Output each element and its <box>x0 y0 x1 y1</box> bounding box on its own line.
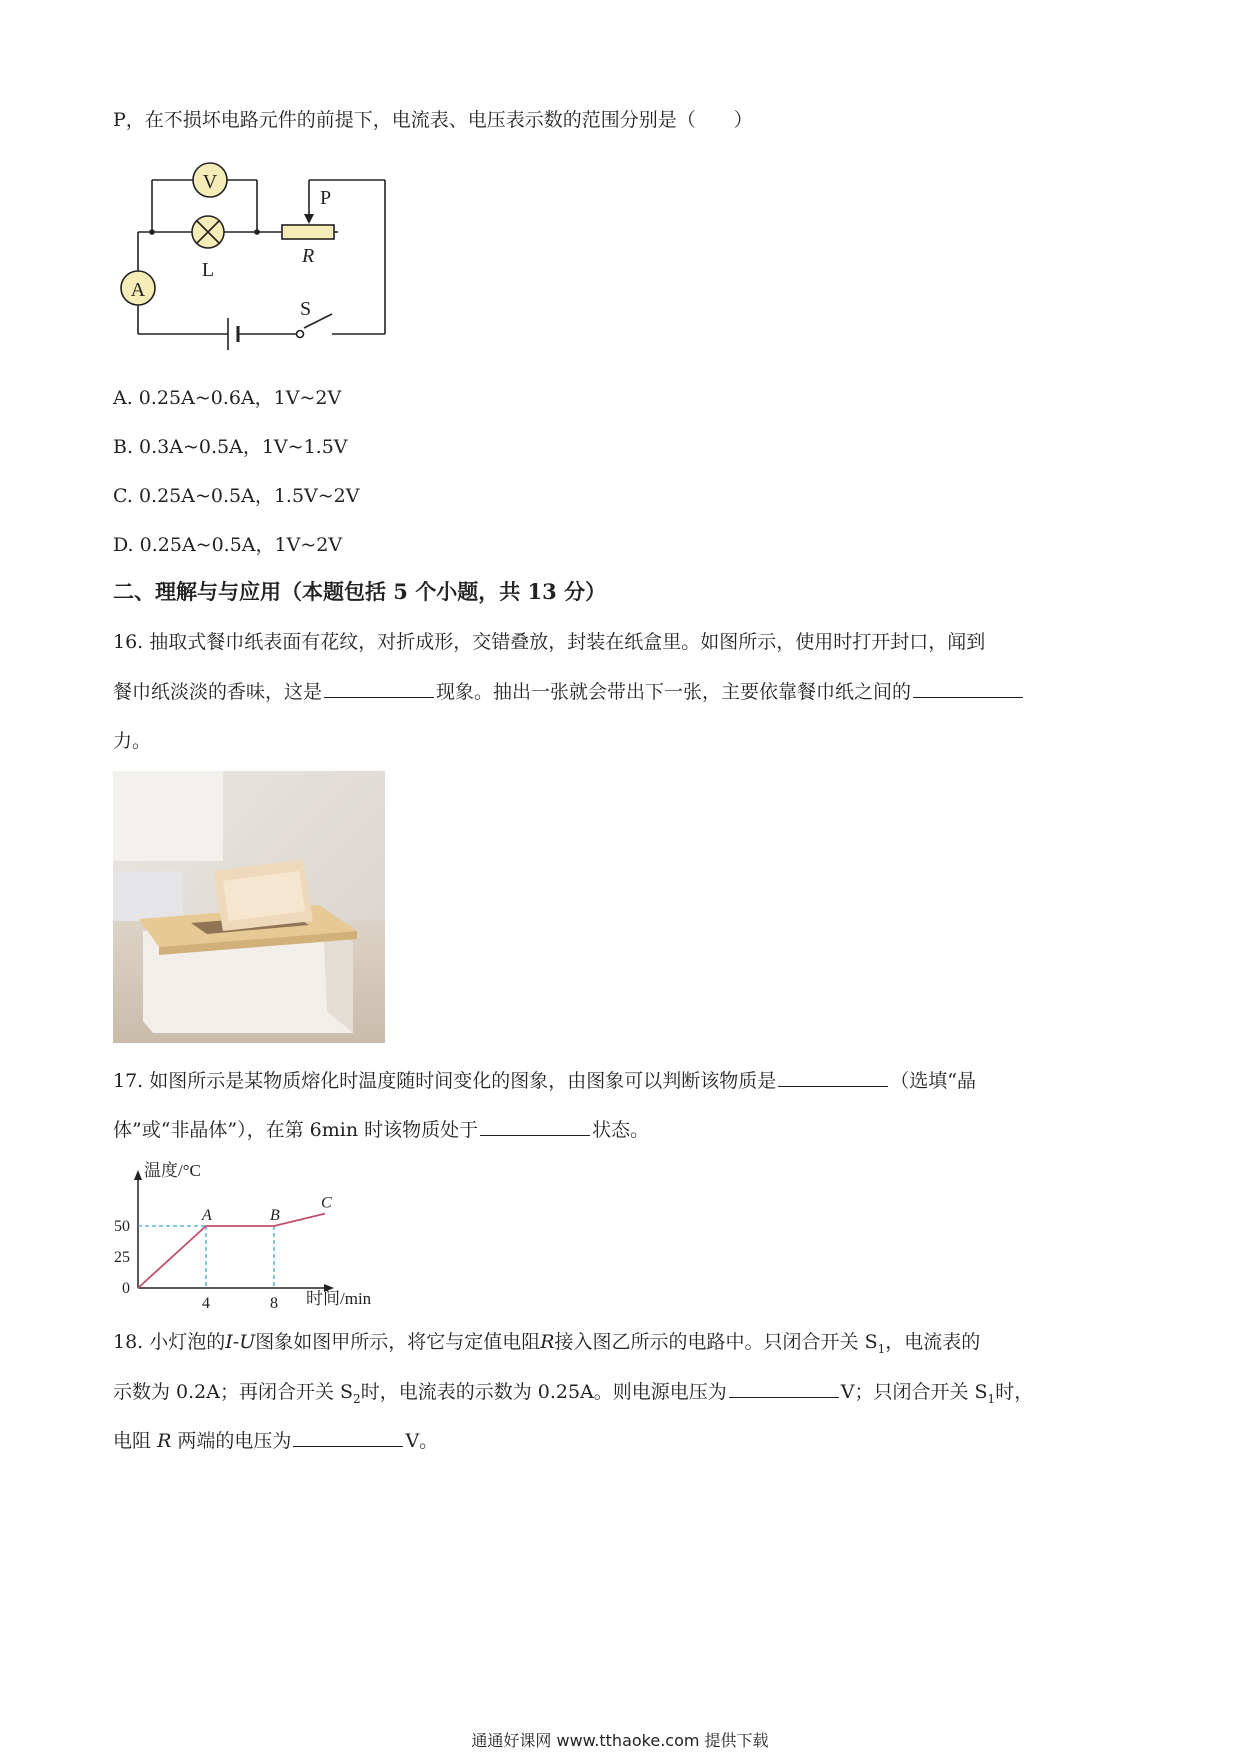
q18-text-c: 接入图乙所示的电路中。只闭合开关 S <box>554 1331 878 1353</box>
q18-text-f: 时，电流表的示数为 0.25A。则电源电压为 <box>360 1381 727 1403</box>
page-footer: 通通好课网 www.tthaoke.com 提供下载 <box>471 1731 769 1750</box>
q18-text-b: 图象如图甲所示，将它与定值电阻 <box>255 1331 541 1353</box>
section-title: 二、理解与与应用（本题包括 5 个小题，共 13 分） <box>113 579 607 604</box>
temperature-series-line <box>138 1214 325 1288</box>
answer-blank <box>913 679 1023 698</box>
slider-label: P <box>320 187 332 209</box>
y-tick-label: 50 <box>114 1218 130 1235</box>
q16-line3: 力。 <box>113 730 152 752</box>
q18-line1 <box>113 1330 980 1361</box>
q18-line3 <box>113 1428 438 1453</box>
q17-line1 <box>113 1068 976 1093</box>
resistor-r: R <box>157 1430 172 1452</box>
q18-text-g: V；只闭合开关 S <box>840 1381 988 1403</box>
voltmeter-label: V <box>202 171 218 193</box>
s1-subscript: 1 <box>877 1341 886 1356</box>
q18-text-d: ，电流表的 <box>885 1331 981 1353</box>
y-axis-arrow <box>134 1170 142 1180</box>
option-d: D. 0.25A~0.5A，1V~2V <box>113 534 343 556</box>
answer-blank <box>293 1428 403 1447</box>
iu-label: I-U <box>225 1331 256 1353</box>
resistor-r: R <box>540 1331 555 1353</box>
y-tick-label: 25 <box>114 1249 130 1266</box>
option-a: A. 0.25A~0.6A，1V~2V <box>113 387 342 409</box>
lamp-label: L <box>201 259 215 281</box>
q17-text-c: 体”或“非晶体”），在第 6min 时该物质处于 <box>113 1119 479 1141</box>
answer-blank <box>729 1379 839 1398</box>
q17-text-d: 状态。 <box>592 1119 650 1141</box>
switch-label: S <box>300 298 312 320</box>
q17-text-a: 17. 如图所示是某物质熔化时温度随时间变化的图象，由图象可以判断该物质是 <box>113 1070 777 1092</box>
q18-text-h: 时， <box>995 1381 1034 1403</box>
option-b: B. 0.3A~0.5A，1V~1.5V <box>113 436 348 458</box>
q18-text-e: 示数为 0.2A；再闭合开关 S <box>113 1381 354 1403</box>
y-axis-label: 温度/°C <box>144 1161 201 1180</box>
answer-blank <box>778 1068 888 1087</box>
circuit-diagram <box>110 158 400 358</box>
s1-subscript: 1 <box>987 1391 996 1406</box>
q17-text-b: （选填“晶 <box>890 1070 976 1092</box>
q16-line1: 16. 抽取式餐巾纸表面有花纹，对折成形，交错叠放，封装在纸盒里。如图所示，使用时打开封口，闻到 <box>113 631 986 653</box>
s2-subscript: 2 <box>353 1391 361 1406</box>
option-c: C. 0.25A~0.5A，1.5V~2V <box>113 485 360 507</box>
y-tick-label: 0 <box>122 1280 130 1297</box>
q15-stem-tail: P，在不损坏电路元件的前提下，电流表、电压表示数的范围分别是（ ） <box>113 109 753 131</box>
ammeter-label: A <box>130 279 146 301</box>
q16-line2 <box>113 679 1025 704</box>
point-label: A <box>202 1207 212 1224</box>
rheostat <box>282 225 334 239</box>
tissue-box-photo <box>113 771 385 1043</box>
q18-text-k: V。 <box>405 1430 439 1452</box>
point-label: C <box>321 1194 332 1212</box>
q16-text-a: 餐巾纸淡淡的香味，这是 <box>113 681 323 703</box>
q16-text-b: 现象。抽出一张就会带出下一张，主要依靠餐巾纸之间的 <box>436 681 912 703</box>
answer-blank <box>480 1117 590 1136</box>
x-tick-label: 8 <box>270 1295 278 1310</box>
q18-text-j: 两端的电压为 <box>177 1430 292 1452</box>
point-label: B <box>270 1207 280 1224</box>
q17-line2 <box>113 1117 649 1142</box>
answer-blank <box>324 679 434 698</box>
rheostat-label: R <box>302 245 315 267</box>
q18-text-i: 电阻 <box>113 1430 152 1452</box>
melting-chart <box>108 1158 398 1310</box>
q18-text-a: 18. 小灯泡的 <box>113 1331 226 1353</box>
x-axis-label: 时间/min <box>306 1289 372 1308</box>
q18-line2 <box>113 1379 1033 1411</box>
x-tick-label: 4 <box>202 1295 210 1310</box>
